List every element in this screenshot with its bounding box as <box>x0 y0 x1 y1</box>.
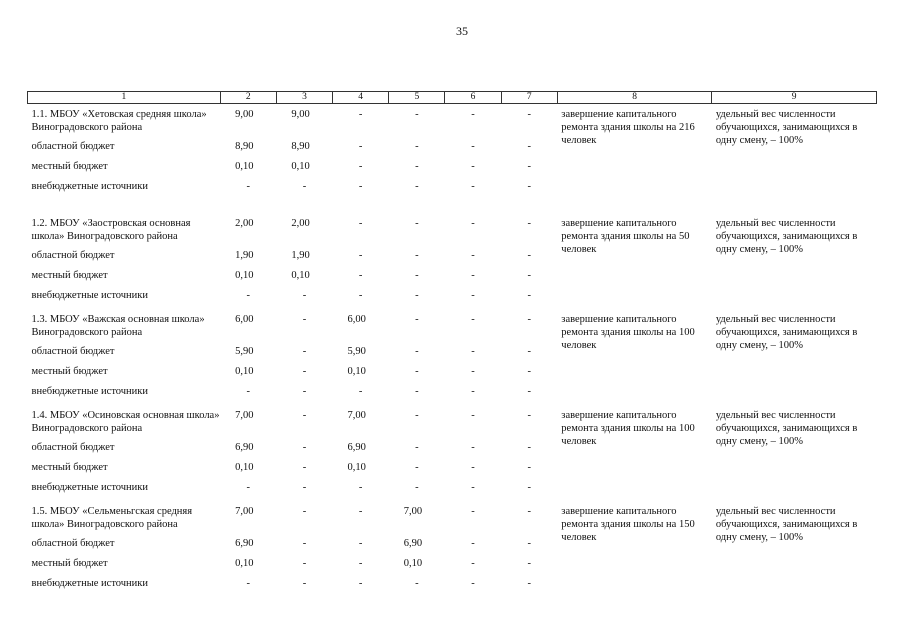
value-cell: - <box>527 290 531 301</box>
value-cell: - <box>302 346 307 357</box>
value-cell: - <box>302 181 307 192</box>
value-cell: - <box>527 346 531 357</box>
value-cell: - <box>471 482 475 493</box>
value-cell: - <box>358 290 363 301</box>
column-number-row <box>28 92 877 104</box>
column-header: 6 <box>445 92 501 104</box>
empty-cell <box>712 576 877 597</box>
value-cell: - <box>358 181 363 192</box>
value-cell: - <box>358 386 363 397</box>
value-cell: - <box>302 366 307 377</box>
value-cell: - <box>415 109 419 120</box>
empty-cell <box>712 288 877 309</box>
value-cell: 7,00 <box>235 410 254 421</box>
value-cell: - <box>358 109 363 120</box>
value-cell: - <box>415 270 419 281</box>
value-cell: 6,90 <box>403 538 423 549</box>
column-header: 3 <box>276 92 332 104</box>
empty-cell <box>557 179 712 200</box>
value-cell: - <box>527 386 531 397</box>
expected-result: завершение капитального ремонта здания школы на 216 человек <box>561 109 695 146</box>
funding-source-label: областной бюджет <box>31 442 115 453</box>
value-cell: 0,10 <box>347 462 366 473</box>
funding-source-label: местный бюджет <box>31 462 108 473</box>
value-cell: 6,90 <box>347 442 366 453</box>
page-number: 35 <box>456 24 468 38</box>
funding-source-label: областной бюджет <box>31 141 115 152</box>
value-cell: - <box>302 506 307 517</box>
column-header: 5 <box>389 92 445 104</box>
value-cell: 0,10 <box>291 270 310 281</box>
empty-cell <box>712 179 877 200</box>
value-cell: - <box>527 109 531 120</box>
value-cell: - <box>302 410 307 421</box>
value-cell: 6,00 <box>347 314 366 325</box>
value-cell: - <box>415 578 419 589</box>
value-cell: - <box>302 314 307 325</box>
value-cell: 7,00 <box>347 410 366 421</box>
project-title: 1.5. МБОУ «Сельменьгская средняя школа» Виноградовского района <box>31 506 193 530</box>
value-cell: 0,10 <box>347 366 366 377</box>
funding-source-row <box>28 576 877 597</box>
value-cell: - <box>471 346 475 357</box>
value-cell: - <box>471 141 475 152</box>
funding-source-label: внебюджетные источники <box>31 290 149 301</box>
project-title: 1.4. МБОУ «Осиновская основная школа» Виноградовского района <box>31 410 220 434</box>
expected-result: завершение капитального ремонта здания школы на 100 человек <box>561 410 695 447</box>
value-cell: 5,90 <box>235 346 254 357</box>
value-cell: 1,90 <box>291 250 310 261</box>
value-cell: - <box>302 462 307 473</box>
target-indicator: удельный вес численности обучающихся, занимающихся в одну смену, – 100% <box>715 109 858 146</box>
value-cell: - <box>415 462 419 473</box>
value-cell: - <box>415 366 419 377</box>
value-cell: 9,00 <box>235 109 254 120</box>
funding-source-label: местный бюджет <box>31 270 108 281</box>
project-row <box>28 405 877 440</box>
empty-cell <box>557 384 712 405</box>
value-cell: - <box>302 538 307 549</box>
value-cell: 0,10 <box>235 270 254 281</box>
table-body <box>28 104 877 598</box>
value-cell: - <box>471 366 475 377</box>
value-cell: - <box>527 538 531 549</box>
funding-source-label: внебюджетные источники <box>31 578 149 589</box>
value-cell: - <box>358 482 363 493</box>
funding-source-row <box>28 179 877 200</box>
value-cell: - <box>471 578 475 589</box>
value-cell: 1,90 <box>235 250 254 261</box>
value-cell: - <box>415 442 419 453</box>
value-cell: - <box>302 386 307 397</box>
value-cell: - <box>527 482 531 493</box>
value-cell: - <box>471 290 475 301</box>
funding-source-label: внебюджетные источники <box>31 181 149 192</box>
value-cell: - <box>246 482 251 493</box>
value-cell: - <box>415 161 419 172</box>
project-row <box>28 213 877 248</box>
value-cell: 0,10 <box>235 161 254 172</box>
value-cell: - <box>471 442 475 453</box>
value-cell: - <box>415 250 419 261</box>
value-cell: - <box>527 161 531 172</box>
expected-result: завершение капитального ремонта здания школы на 100 человек <box>561 314 695 351</box>
value-cell: - <box>527 366 531 377</box>
expected-result: завершение капитального ремонта здания школы на 50 человек <box>561 218 690 255</box>
value-cell: - <box>471 462 475 473</box>
project-row <box>28 309 877 344</box>
value-cell: - <box>302 290 307 301</box>
funding-source-label: местный бюджет <box>31 558 108 569</box>
value-cell: - <box>527 218 531 229</box>
value-cell: 7,00 <box>235 506 254 517</box>
value-cell: - <box>358 558 363 569</box>
value-cell: - <box>358 538 363 549</box>
value-cell: - <box>246 578 251 589</box>
project-title: 1.2. МБОУ «Заостровская основная школа» Виноградовского района <box>31 218 191 242</box>
empty-cell <box>557 288 712 309</box>
value-cell: - <box>471 538 475 549</box>
value-cell: 6,90 <box>235 538 254 549</box>
funding-source-label: внебюджетные источники <box>31 386 149 397</box>
value-cell: - <box>302 442 307 453</box>
value-cell: - <box>527 181 531 192</box>
column-header: 7 <box>501 92 557 104</box>
target-indicator: удельный вес численности обучающихся, занимающихся в одну смену, – 100% <box>715 506 858 543</box>
value-cell: - <box>358 141 363 152</box>
value-cell: - <box>527 250 531 261</box>
value-cell: 8,90 <box>291 141 310 152</box>
empty-cell <box>557 576 712 597</box>
project-title: 1.1. МБОУ «Хетовская средняя школа» Виноградовского района <box>31 109 207 133</box>
value-cell: - <box>358 218 363 229</box>
value-cell: - <box>471 161 475 172</box>
value-cell: - <box>415 410 419 421</box>
column-header: 1 <box>28 92 221 104</box>
value-cell: - <box>358 578 363 589</box>
value-cell: - <box>302 578 307 589</box>
value-cell: 0,10 <box>235 462 254 473</box>
value-cell: - <box>415 482 419 493</box>
value-cell: - <box>358 506 363 517</box>
value-cell: - <box>358 270 363 281</box>
value-cell: 2,00 <box>291 218 310 229</box>
funding-source-row <box>28 384 877 405</box>
spacer-row <box>28 200 877 213</box>
value-cell: - <box>471 314 475 325</box>
funding-source-row <box>28 480 877 501</box>
column-header: 4 <box>333 92 389 104</box>
value-cell: - <box>471 218 475 229</box>
target-indicator: удельный вес численности обучающихся, занимающихся в одну смену, – 100% <box>715 314 858 351</box>
value-cell: - <box>246 290 251 301</box>
value-cell: - <box>527 506 531 517</box>
value-cell: 0,10 <box>235 366 254 377</box>
column-header: 9 <box>712 92 877 104</box>
funding-source-label: местный бюджет <box>31 161 108 172</box>
column-header: 8 <box>557 92 712 104</box>
empty-cell <box>557 480 712 501</box>
value-cell: 7,00 <box>403 506 423 517</box>
value-cell: - <box>527 270 531 281</box>
value-cell: 5,90 <box>347 346 366 357</box>
value-cell: - <box>415 346 419 357</box>
financing-table <box>27 91 877 597</box>
value-cell: - <box>415 290 419 301</box>
value-cell: 6,90 <box>235 442 254 453</box>
value-cell: - <box>246 386 251 397</box>
value-cell: 9,00 <box>291 109 310 120</box>
value-cell: - <box>471 109 475 120</box>
value-cell: - <box>358 161 363 172</box>
value-cell: - <box>471 181 475 192</box>
value-cell: - <box>415 218 419 229</box>
empty-cell <box>712 384 877 405</box>
spacer-cell <box>28 200 877 213</box>
value-cell: - <box>527 141 531 152</box>
target-indicator: удельный вес численности обучающихся, занимающихся в одну смену, – 100% <box>715 218 858 255</box>
value-cell: - <box>471 506 475 517</box>
value-cell: 8,90 <box>235 141 254 152</box>
project-row <box>28 501 877 536</box>
project-title: 1.3. МБОУ «Важская основная школа» Виноградовского района <box>31 314 205 338</box>
target-indicator: удельный вес численности обучающихся, занимающихся в одну смену, – 100% <box>715 410 858 447</box>
value-cell: 0,10 <box>403 558 423 569</box>
value-cell: - <box>471 410 475 421</box>
expected-result: завершение капитального ремонта здания школы на 150 человек <box>561 506 695 543</box>
value-cell: - <box>471 250 475 261</box>
value-cell: - <box>471 558 475 569</box>
funding-source-label: областной бюджет <box>31 538 115 549</box>
value-cell: - <box>527 578 531 589</box>
value-cell: - <box>527 558 531 569</box>
value-cell: - <box>527 314 531 325</box>
value-cell: - <box>527 442 531 453</box>
project-row <box>28 104 877 140</box>
value-cell: - <box>358 250 363 261</box>
value-cell: 6,00 <box>235 314 254 325</box>
value-cell: - <box>246 181 251 192</box>
value-cell: - <box>415 181 419 192</box>
funding-source-row <box>28 288 877 309</box>
value-cell: 0,10 <box>291 161 310 172</box>
value-cell: 0,10 <box>235 558 254 569</box>
value-cell: - <box>471 270 475 281</box>
value-cell: - <box>415 141 419 152</box>
value-cell: - <box>415 386 419 397</box>
value-cell: 2,00 <box>235 218 254 229</box>
value-cell: - <box>302 482 307 493</box>
funding-source-label: областной бюджет <box>31 250 115 261</box>
value-cell: - <box>527 462 531 473</box>
value-cell: - <box>471 386 475 397</box>
value-cell: - <box>527 410 531 421</box>
funding-source-label: местный бюджет <box>31 366 108 377</box>
value-cell: - <box>415 314 419 325</box>
column-header: 2 <box>220 92 276 104</box>
empty-cell <box>712 480 877 501</box>
value-cell: - <box>302 558 307 569</box>
funding-source-label: областной бюджет <box>31 346 115 357</box>
funding-source-label: внебюджетные источники <box>31 482 149 493</box>
